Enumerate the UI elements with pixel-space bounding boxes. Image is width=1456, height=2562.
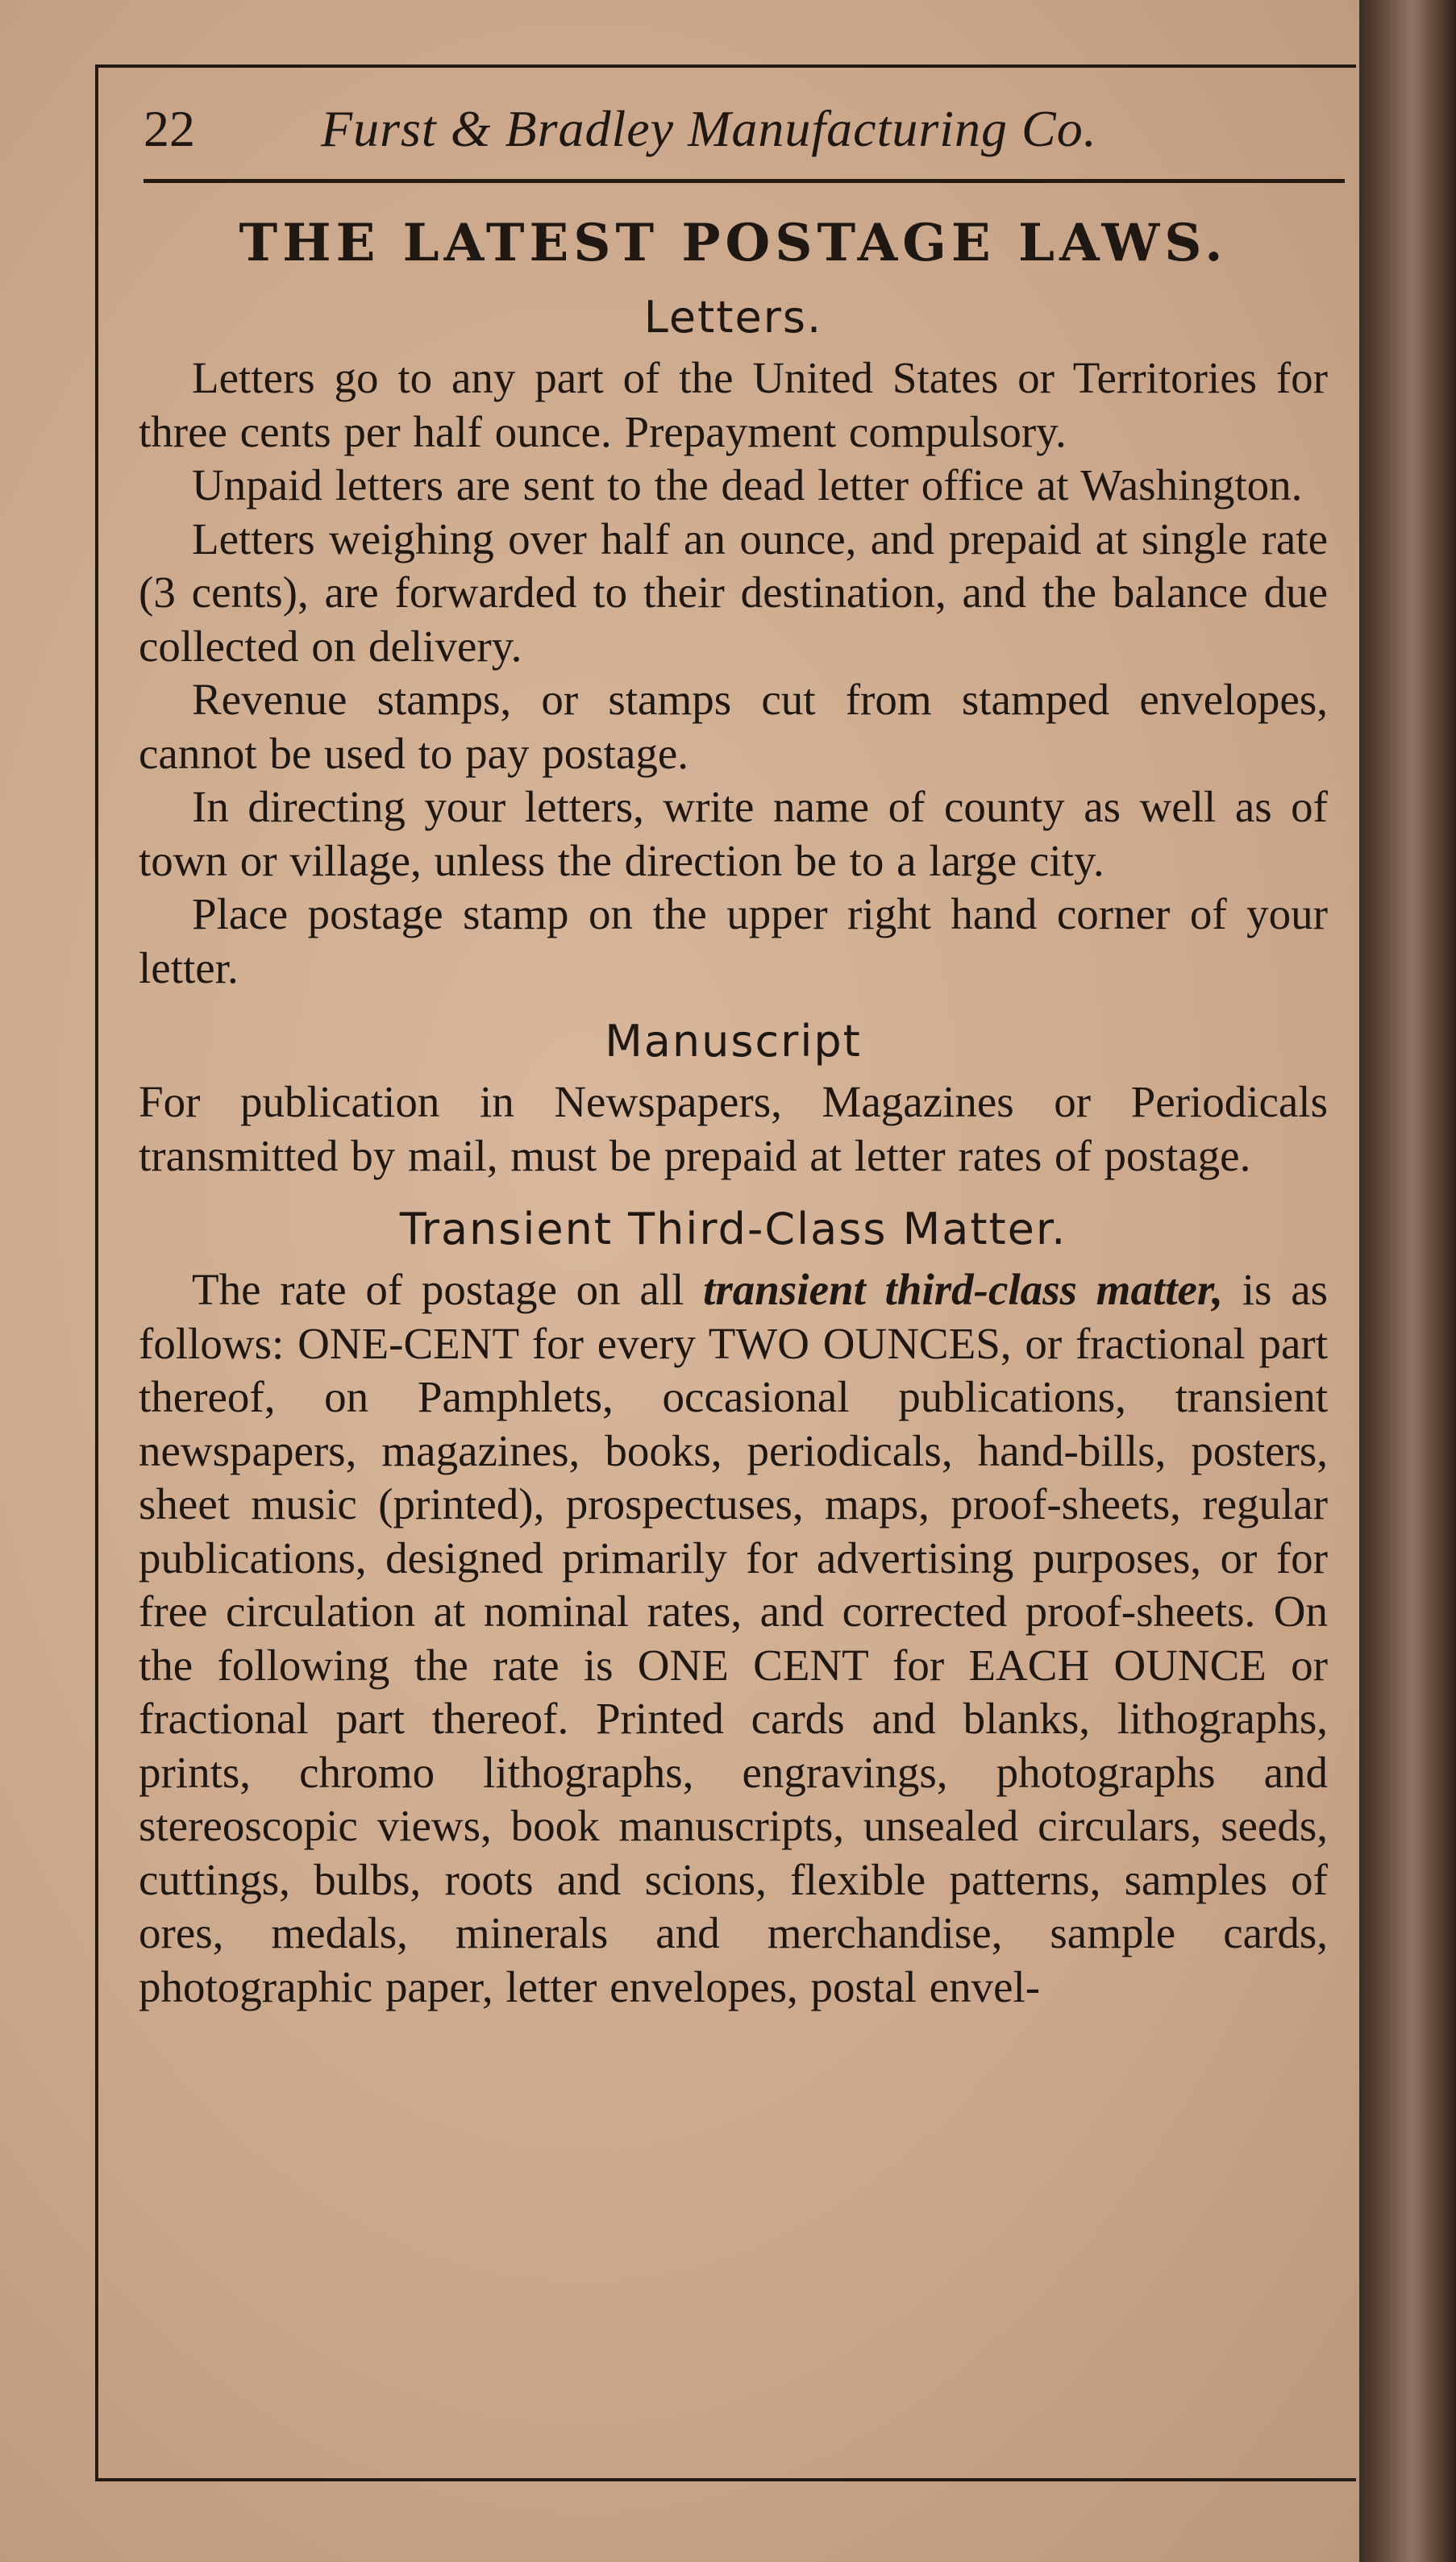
letters-paragraph: Place postage stamp on the upper right hand corner of your letter.: [139, 889, 1328, 992]
book-binding-edge: [1359, 0, 1456, 2562]
transient-body: is as follows: ONE-CENT for every TWO OUNCES, or fractional part thereof, on Pamphlets, occasional publications, transient newspapers, magazines, books, periodicals, hand-bills, posters, sheet music (printed), prospectuses, maps, proof-sheets, regular publications, designed primarily for advertising purposes, or for free circulation at nominal rates, and corrected proof-sheets. On the following the rate is ONE CENT for EACH OUNCE or fractional part thereof. Printed cards and blanks, lithographs, prints, chromo lithographs, engravings, photographs and stereoscopic views, book manuscripts, unsealed circulars, seeds, cuttings, bulbs, roots and scions, flexible patterns, samples of ores, medals, minerals and merchandise, sample cards, photographic paper, letter envelopes, postal envel-: [139, 1265, 1329, 2011]
letters-paragraph: Letters go to any part of the United States or Territories for three cents per half ounce. Prepayment compulsory.: [139, 353, 1328, 456]
transient-paragraph: [139, 1263, 1328, 2014]
page-number: 22: [144, 100, 195, 157]
section-heading-transient: Transient Third-Class Matter.: [399, 1204, 1067, 1254]
manuscript-paragraph: For publication in Newspapers, Magazines or Periodicals transmitted by mail, must be prepaid at letter rates of postage.: [139, 1077, 1328, 1180]
section-heading-manuscript: Manuscript: [605, 1016, 862, 1067]
header-rule: [144, 179, 1345, 183]
page-title: THE LATEST POSTAGE LAWS.: [239, 213, 1228, 273]
letters-paragraph: Letters weighing over half an ounce, and prepaid at single rate (3 cents), are forwarded to their destination, and the balance due collected on delivery.: [139, 514, 1328, 671]
section-heading-letters: Letters.: [643, 292, 823, 343]
transient-intro: The rate of postage on all: [192, 1265, 684, 1314]
letters-paragraph: In directing your letters, write name of county as well as of town or village, unless the direction be to a large city.: [139, 782, 1328, 885]
letters-paragraph: Revenue stamps, or stamps cut from stamped envelopes, cannot be used to pay postage.: [139, 675, 1328, 778]
letters-paragraph: Unpaid letters are sent to the dead letter office at Washington.: [192, 460, 1303, 509]
running-head: Furst & Bradley Manufacturing Co.: [321, 100, 1097, 157]
page-content: [139, 202, 1328, 2014]
transient-italic-term: transient third-class matter,: [703, 1265, 1224, 1314]
page-header: [144, 89, 1345, 169]
